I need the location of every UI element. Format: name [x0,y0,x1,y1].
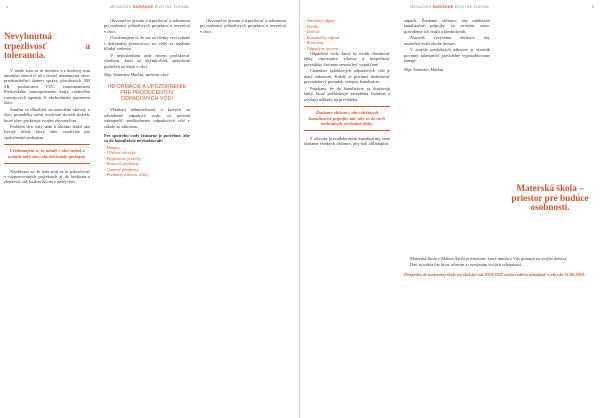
kindergarten-article [506,180,594,220]
paragraph: Odpadové vody, ktoré by mohli obsahovať látky ohrozujúce zdravie a bezpečnosť prevádzky čistiarne nesmú byť vypúšťané. [304,51,390,67]
article-headline: Materská škola – priestor pre budúce osobnosti. [511,183,589,212]
list-item: - Plastové predmety [104,161,139,167]
signoff: Mgr. Stanislav Mathia [404,66,444,72]
header-post: ŽIVOTNÉ ŽURNÁL [454,5,490,9]
final-note: Príspevky do materskej školy na školský rok 2019/2020 môžu rodičia uhrádzať v obci do 31.05.2019. [404,271,586,277]
article-headline: Nevyhnutná trpezlivosť a tolerancia. [4,31,90,60]
page-header [300,0,600,14]
list-item: - Potraviny [304,40,324,45]
paragraph: zápach. Žiadame občanov, aby udržiavali kanalizačné prípojky vo zvislom stave, pravidelne ich čistili a kontrolovali. [404,18,490,34]
page-number: 4 [6,4,9,9]
paragraph: Pripájam, že do kanalizácie sa dostávajú látky, ktoré poškodzujú zariadenia čistiarne a zvyšujú náklady na prevádzku. [304,85,390,102]
header-pre: MESAČNÍK [110,5,132,9]
list-item: - Komunálny odpad [304,34,339,40]
left-column-2 [104,18,190,178]
paragraph: V neposlednom rade chcem poďakovať všetkým, ktorí sa akýmkoľvek spôsobom podieľali na dianí v obci. [104,52,190,69]
forbidden-items-list [304,18,390,51]
paragraph: Nazdávam sa, že teda stojí za to pokračovať v rozpracovaných projektoch aj do budúcna a zlepšovať tak kvalitu života v našej obci. [4,168,90,185]
left-column-3 [200,18,286,35]
list-item: - Vlhčené obrúsky [104,150,136,156]
info-box-title: INFORMÁCIE A UPOZORNENIE PRE PRODUCENTOV ODPADOVÝCH VÔD! [108,83,186,102]
paragraph: Obyvateľov prosím o trpezlivosť a toleranciu pri realizácii jednotlivých projektov a investícií v obci. [104,18,190,34]
paragraph: Materská škola v Malom Šariši je miestom, ktoré mnohí z Vás poznajú zo svojho detstva. [410,256,568,261]
paragraph: Z dôvodu prevádzkovania kanalizačnej siete žiadame všetkých občanov, aby boli ohľaduplní. [304,135,390,147]
pull-quote: Žiadame občanov, aby udržiavali kanalizačné prípojky tak, aby sa do nich nedostávali nevhodné látky. [304,106,390,131]
signoff: Mgr. Stanislav Mathia, starosta obce [104,72,169,78]
pull-quote: Uvedomujem si, že mladý v obci nebol a nebude taký stav, aby bol každý spokojný. [4,144,90,163]
paragraph: Vlastníci nehnuteľností, z ktorých sú odvádzané odpadové vody, sú povinní zabezpečiť zneškodnenie odpadových vôd v súlade so zákonom. [104,107,190,129]
paragraph: Deti tu trávia čas hrou, učením a rozvíjaním svojich schopností. [410,262,523,268]
kindergarten-body [404,256,594,278]
list-item: - Stavebný odpad [304,18,335,23]
header-brand: ŠARIŠSKÉ [132,5,154,9]
paragraph: Uvedomujem si, že nie sú všetky veci robené s dokonalou presnosťou, no vždy sa snažíme hľadať riešenia. [104,35,190,52]
paragraph: Problém dva roky nám k akciám slúžil ako bývalý sklad, ktorý obec využívala pre spoločenské podujatia. [4,124,90,140]
list-item: - Gumové predmety [104,166,139,172]
list-intro: Pre spotrebu vody čistiarne je potrebné, aby sa do kanalizácie nevhadzovali: [104,132,190,144]
paragraph: Obyvateľov prosím o trpezlivosť a toleranciu pri realizácii jednotlivých projektov a investícií v obci. [200,18,286,34]
list-item: - Odpady zo zvierat [304,45,339,51]
paragraph: Zároveň vyzývame občanov aby neznečisťovali okolie domov. [404,35,490,46]
paragraph: Snažím sa dlhodobé na nastolené aktivity v obci, pomaličky začať zvyšovať úroveň služieb, ktoré obec poskytuje svojim obyvateľom. [4,106,90,123]
right-column-1 [304,18,390,148]
list-item: - Hygienické potreby [104,155,141,161]
page-number: 5 [591,4,594,9]
list-item: - Handry [104,144,120,150]
list-item: - Textílie [304,23,320,29]
header-brand: ŠARIŠSKÉ [432,5,454,9]
paragraph: V úrade som za tri mesiace a z bodovej som mnohým stretol či už s dosiaľ neznámymi obce, predstaviteľmi štátnej správy pôsobiacich NR SR, poslancami VÚC, zamestnancami Prešovského samosprávneho kraja, riaditeľmi rozvojových agentúr či obchodnými partnermi obce. [4,67,90,106]
list-item: - Predmety z dreva, ďalej [104,172,149,178]
list-item: - Liečivá [304,29,320,34]
header-post: ŽIVOTNÉ ŽURNÁL [154,5,190,9]
header-pre: MESAČNÍK [410,5,432,9]
right-column-2 [404,18,490,73]
page-header [0,0,300,14]
forbidden-items-list [104,145,190,178]
right-page [300,0,600,418]
paragraph: Charakter splaškových odpadových vôd je daný zákonom. Každý je povinný dodržiavať prevádzkový poriadok verejnej kanalizácie. [304,68,390,85]
paragraph: V zmysle príslušných zákonov je vlastník povinný zabezpečiť pravidelné vyprázdňovanie žumpy. [404,47,490,64]
left-column-1 [4,16,90,186]
